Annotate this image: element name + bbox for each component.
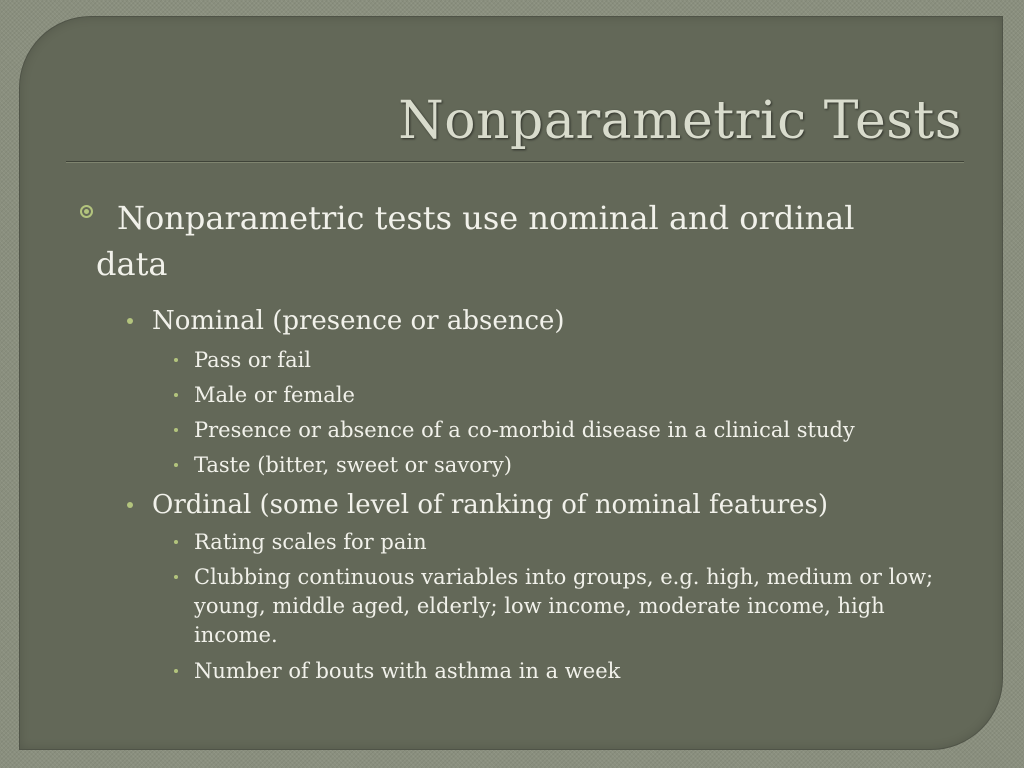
dot-bullet-icon [174,669,178,673]
slide-title: Nonparametric Tests [398,91,962,151]
dot-bullet-icon [174,358,178,362]
slide-panel [19,16,1003,750]
bullet-text: Male or female [194,383,355,407]
bullet-level3-male-or-female [176,381,966,410]
bullet-level3-pass-or-fail [176,346,966,375]
dot-bullet-icon [174,540,178,544]
bullet-level2-ordinal [134,488,954,522]
bullet-text: Presence or absence of a co-morbid disease in a clinical study [194,418,855,442]
bullet-level3-clubbing-variables [176,563,966,650]
dot-bullet-icon [174,575,178,579]
bullet-text: Nonparametric tests use nominal and ordinal data [96,199,855,283]
bullet-text: Rating scales for pain [194,530,427,554]
dot-bullet-icon [174,428,178,432]
dot-bullet-icon [127,502,133,508]
bullet-text: Ordinal (some level of ranking of nominal features) [152,490,829,520]
dot-bullet-icon [174,393,178,397]
dot-bullet-icon [127,318,133,324]
dot-bullet-icon [174,463,178,467]
bullet-text: Taste (bitter, sweet or savory) [194,453,512,477]
bullet-level1-nonparametric-tests [96,195,886,287]
bullet-text: Clubbing continuous variables into groups, e.g. high, medium or low; young, middle aged, elderly; low income, moderate income, high income. [194,565,934,647]
bullet-level3-comorbid-disease [176,416,966,445]
circle-bullet-icon [80,205,93,218]
bullet-level3-rating-scales [176,528,966,557]
bullet-level3-taste [176,451,966,480]
bullet-text: Pass or fail [194,348,312,372]
bullet-level2-nominal [134,304,954,338]
bullet-text: Number of bouts with asthma in a week [194,659,621,683]
bullet-text: Nominal (presence or absence) [152,306,565,336]
slide-content [20,17,1002,749]
bullet-level3-asthma-bouts [176,657,966,686]
